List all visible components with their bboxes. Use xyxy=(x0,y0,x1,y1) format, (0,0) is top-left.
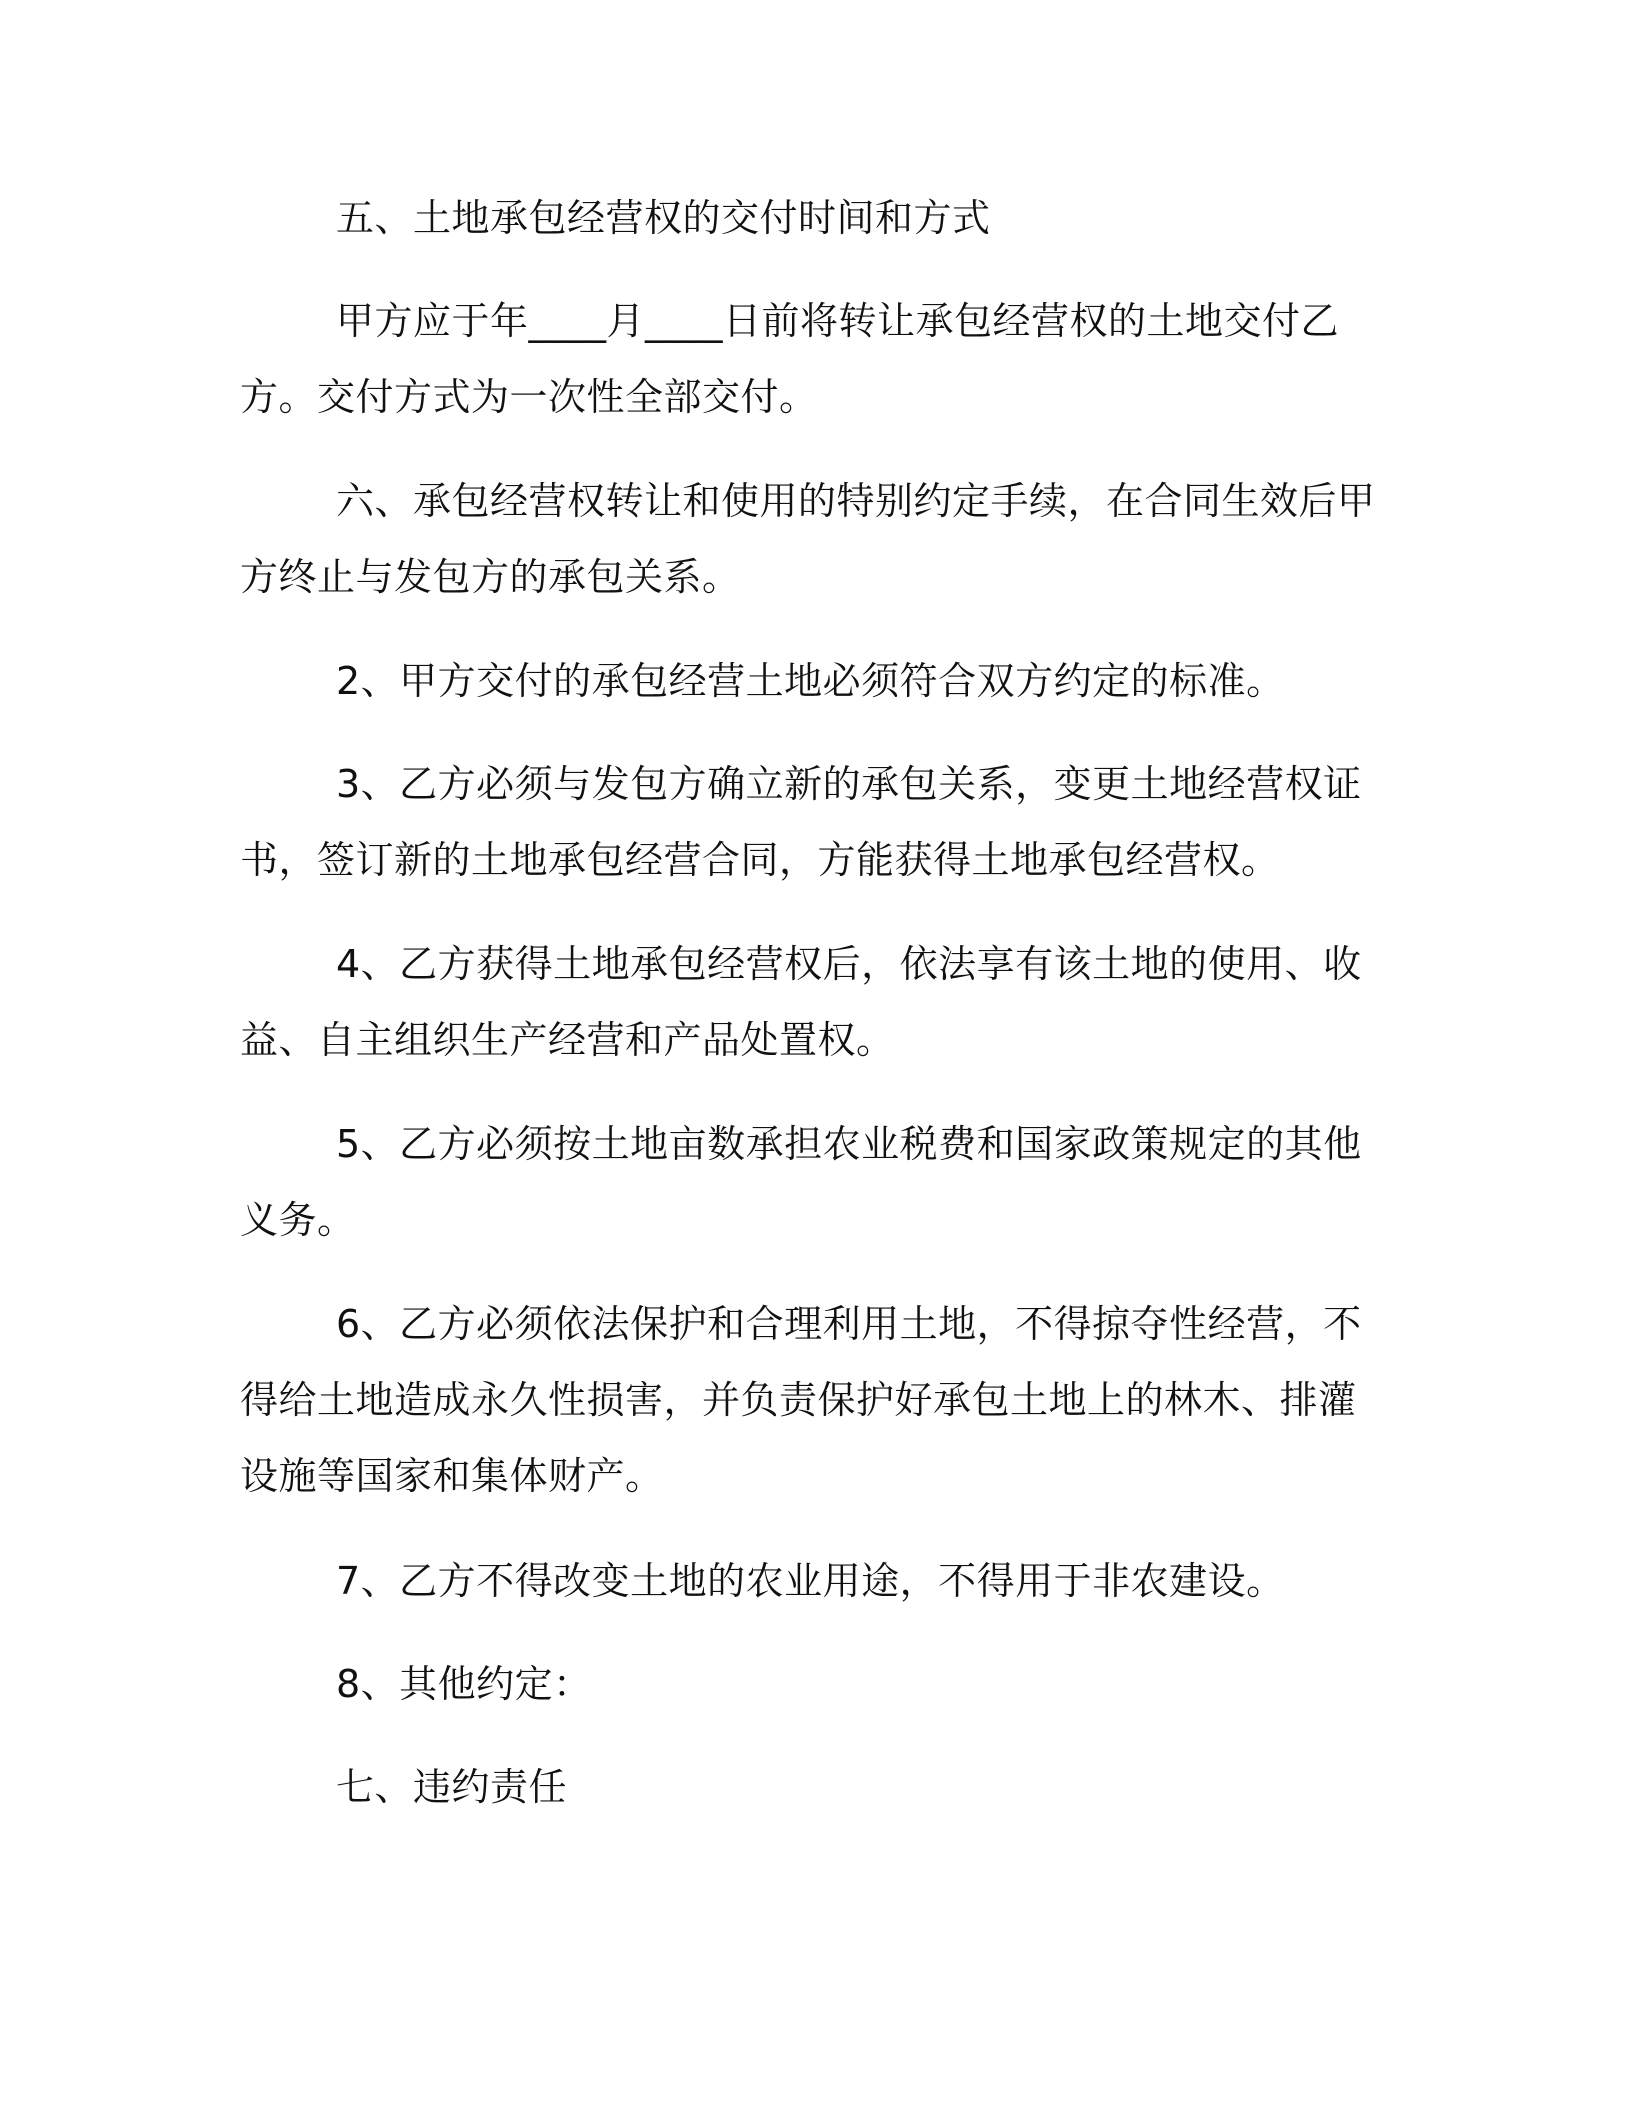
paragraph-delivery-time: 甲方应于年____月____日前将转让承包经营权的土地交付乙方。交付方式为一次性全部交付。 xyxy=(240,299,1340,419)
paragraph-item-8: 8、其他约定： xyxy=(336,1662,592,1706)
paragraph-item-3: 3、乙方必须与发包方确立新的承包关系，变更土地经营权证书，签订新的土地承包经营合同，方能获得土地承包经营权。 xyxy=(240,762,1362,882)
paragraph-item-2: 2、甲方交付的承包经营土地必须符合双方约定的标准。 xyxy=(336,659,1285,703)
paragraph-section-6: 六、承包经营权转让和使用的特别约定手续，在合同生效后甲方终止与发包方的承包关系。 xyxy=(240,479,1376,599)
paragraph-item-6: 6、乙方必须依法保护和合理利用土地，不得掠夺性经营，不得给土地造成永久性损害，并负责保护好承包土地上的林木、排灌设施等国家和集体财产。 xyxy=(240,1302,1362,1498)
paragraph-item-4: 4、乙方获得土地承包经营权后，依法享有该土地的使用、收益、自主组织生产经营和产品处置权。 xyxy=(240,942,1362,1062)
paragraph-item-7: 7、乙方不得改变土地的农业用途，不得用于非农建设。 xyxy=(336,1559,1285,1603)
section-heading-5: 五、土地承包经营权的交付时间和方式 xyxy=(336,196,991,240)
paragraph-item-5: 5、乙方必须按土地亩数承担农业税费和国家政策规定的其他义务。 xyxy=(240,1122,1362,1242)
section-heading-7: 七、违约责任 xyxy=(336,1765,568,1809)
